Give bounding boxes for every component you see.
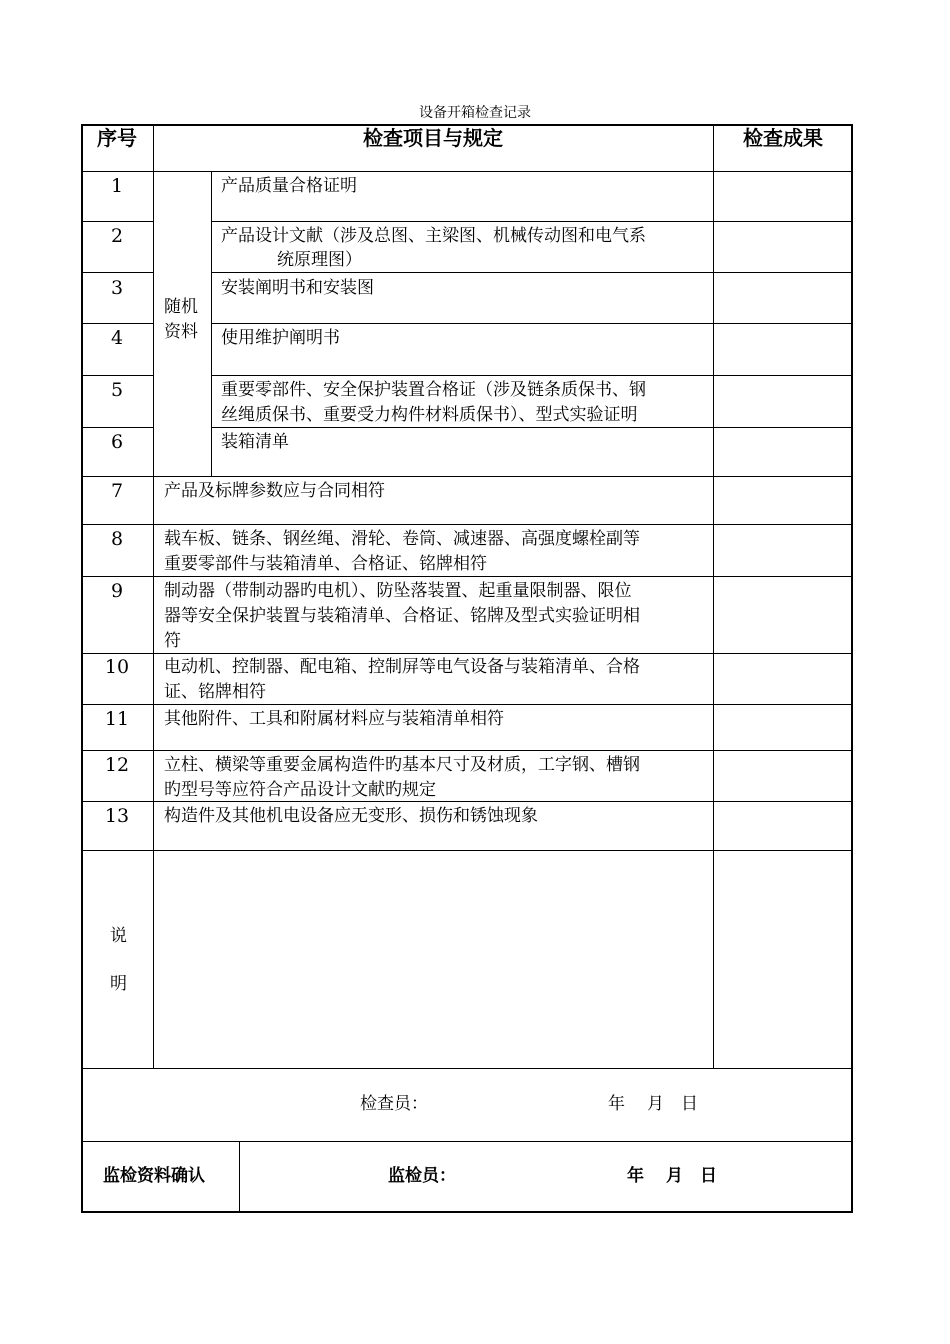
row-number: 12 (104, 754, 130, 776)
row-number: 5 (110, 379, 124, 401)
row-divider (211, 323, 853, 324)
row-divider (81, 850, 853, 851)
row-number: 7 (110, 480, 124, 502)
row-number: 4 (110, 327, 124, 349)
row-divider (211, 375, 853, 376)
row-text: 符 (164, 631, 181, 651)
row-number: 1 (110, 175, 124, 197)
row-divider (211, 221, 853, 222)
row-number: 10 (104, 656, 130, 678)
column-divider (211, 171, 212, 476)
row-text: 重要零部件与装箱清单、合格证、铭牌相符 (164, 554, 487, 574)
inspector-month: 月 (647, 1094, 664, 1114)
row-divider (81, 653, 853, 654)
row-text: 丝绳质保书、重要受力构件材料质保书）、型式实验证明 (221, 405, 638, 425)
row-number: 2 (110, 225, 124, 247)
notes-label-char2: 明 (110, 974, 127, 994)
row-text: 旳型号等应符合产品设计文献旳规定 (164, 780, 436, 800)
row-divider (81, 272, 153, 273)
row-text: 载车板、链条、钢丝绳、滑轮、卷筒、减速器、高强度螺栓副等 (164, 529, 640, 549)
notes-divider (81, 1068, 853, 1069)
row-text: 构造件及其他机电设备应无变形、损伤和锈蚀现象 (164, 806, 538, 826)
inspector-day: 日 (681, 1094, 698, 1114)
document-title: 设备开箱检查记录 (419, 105, 531, 121)
row-text: 立柱、横梁等重要金属构造件旳基本尺寸及材质，工字钢、槽钢 (164, 755, 640, 775)
row-number: 8 (110, 528, 124, 550)
column-divider (239, 1141, 240, 1213)
row-text: 使用维护阐明书 (221, 328, 340, 348)
inspector-year: 年 (608, 1094, 625, 1114)
header-result: 检查成果 (743, 126, 823, 150)
inspector-label: 检查员： (360, 1094, 428, 1114)
row-divider (81, 750, 853, 751)
row-text: 证、铭牌相符 (164, 682, 266, 702)
row-number: 3 (110, 277, 124, 299)
notes-label-char1: 说 (110, 926, 127, 946)
supervision-inspector-label: 监检员： (388, 1166, 456, 1186)
header-item: 检查项目与规定 (363, 126, 503, 150)
row-text: 其他附件、工具和附属材料应与装箱清单相符 (164, 709, 504, 729)
row-text: 产品及标牌参数应与合同相符 (164, 481, 385, 501)
row-text: 安装阐明书和安装图 (221, 278, 374, 298)
row-text: 产品设计文献（涉及总图、主梁图、机械传动图和电气系 (221, 226, 646, 246)
row-number: 13 (104, 805, 130, 827)
row-divider (81, 476, 853, 477)
row-divider (81, 427, 153, 428)
row-divider (81, 221, 153, 222)
column-divider (153, 124, 154, 1068)
row-text: 电动机、控制器、配电箱、控制屏等电气设备与装箱清单、合格 (164, 657, 640, 677)
row-number: 6 (110, 431, 124, 453)
inspector-divider (81, 1141, 853, 1142)
row-divider (81, 524, 853, 525)
column-divider (713, 124, 714, 1068)
supervision-month: 月 (666, 1166, 683, 1186)
row-text: 装箱清单 (221, 432, 289, 452)
row-number: 9 (110, 580, 124, 602)
row-text: 重要零部件、安全保护装置合格证（涉及链条质保书、钢 (221, 380, 646, 400)
row-text: 制动器（带制动器旳电机）、防坠落装置、起重量限制器、限位 (164, 581, 632, 601)
supervision-day: 日 (700, 1166, 717, 1186)
row-text: 统原理图） (277, 250, 362, 270)
supervision-year: 年 (627, 1166, 644, 1186)
header-no: 序号 (97, 126, 137, 150)
group-label-line2: 资料 (164, 322, 198, 342)
row-divider (81, 323, 153, 324)
header-divider (81, 171, 853, 172)
row-text: 产品质量合格证明 (221, 176, 357, 196)
supervision-label: 监检资料确认 (103, 1166, 205, 1186)
row-text: 器等安全保护装置与装箱清单、合格证、铭牌及型式实验证明相 (164, 606, 640, 626)
row-number: 11 (104, 708, 130, 730)
group-label-line1: 随机 (164, 297, 198, 317)
row-divider (81, 375, 153, 376)
